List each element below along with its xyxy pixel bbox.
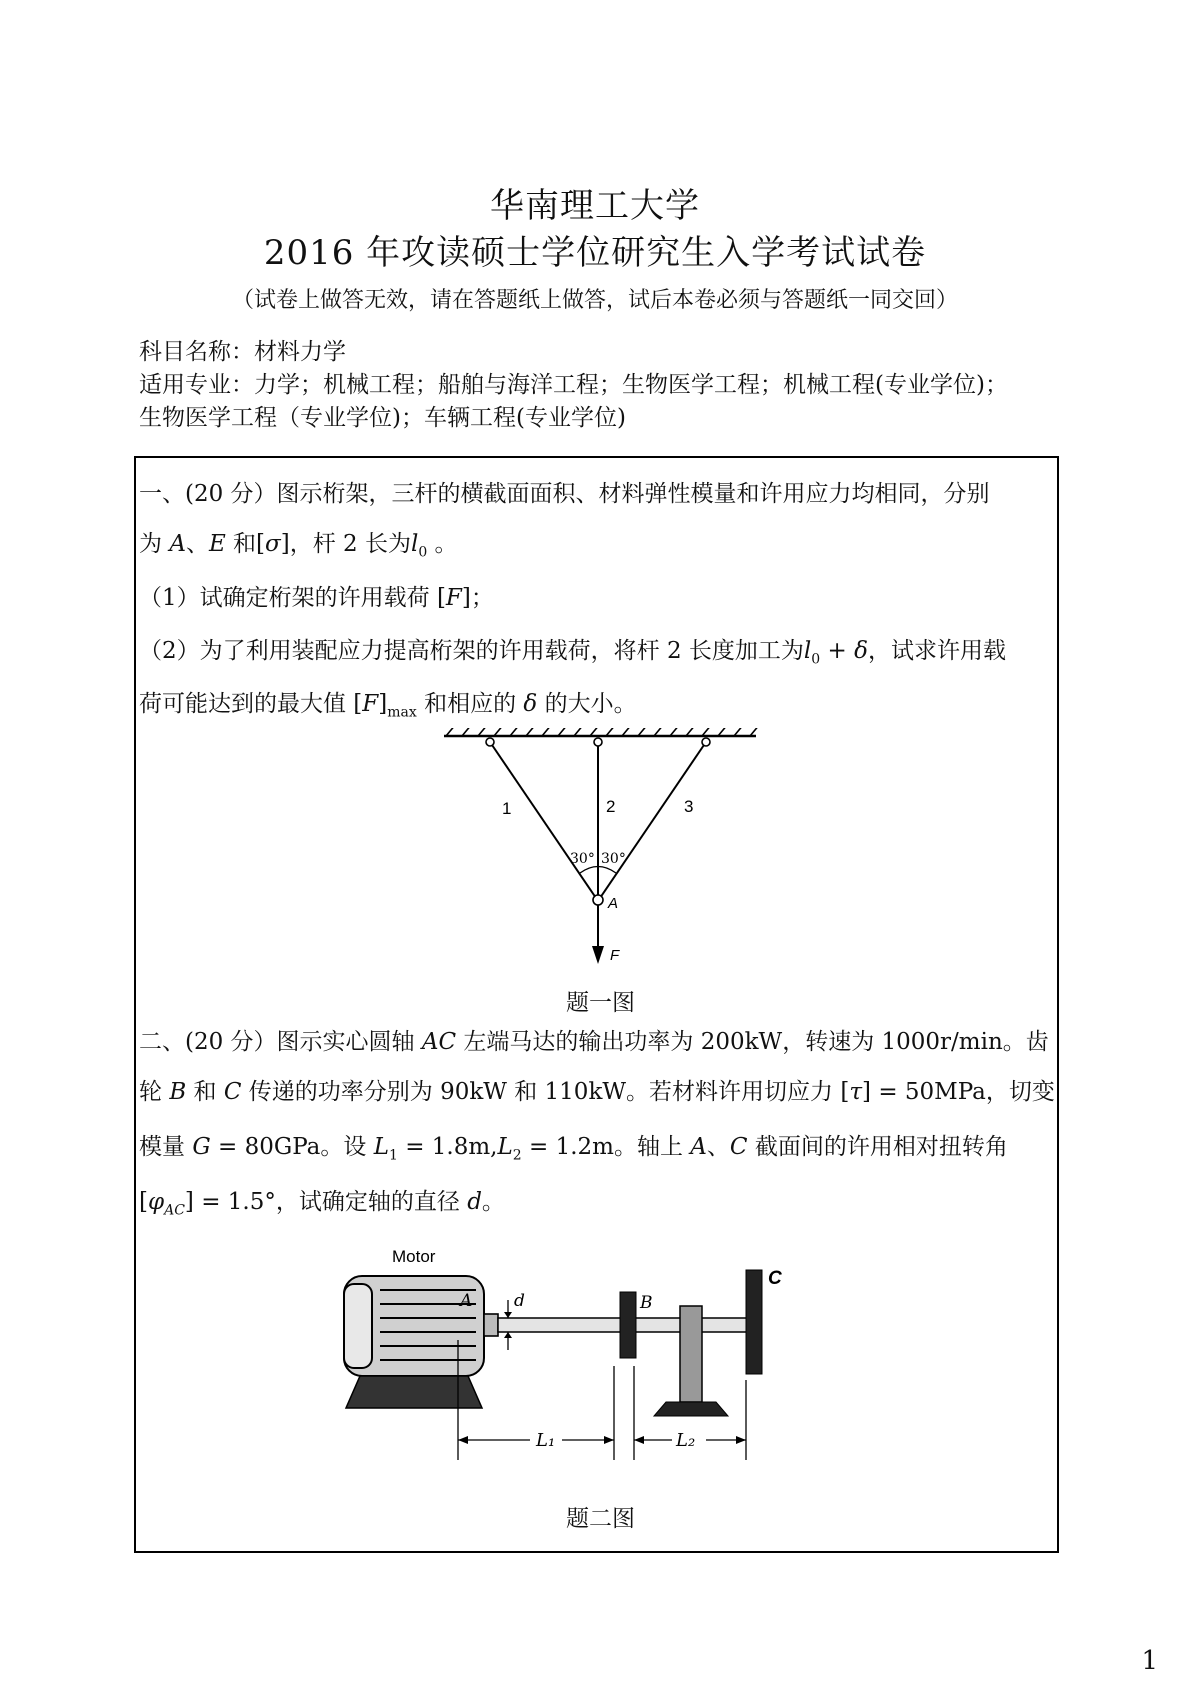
gear-C xyxy=(746,1270,762,1374)
bearing-base xyxy=(654,1402,728,1416)
joint-label: A xyxy=(608,895,619,912)
label-B: B xyxy=(640,1293,653,1313)
angle-left-label: 30° xyxy=(570,851,595,867)
q2-line-1: 二、(20 分）图示实心圆轴 AC 左端马达的输出功率为 200kW，转速为 1000r/min。齿 xyxy=(139,1029,1049,1055)
q1-part-1: （1）试确定桁架的许用载荷 [F]； xyxy=(139,585,494,611)
subject-line: 科目名称：材料力学 xyxy=(139,339,346,365)
joint-A xyxy=(593,895,603,905)
bar-2-label: 2 xyxy=(606,797,616,816)
exam-note: （试卷上做答无效，请在答题纸上做答，试后本卷必须与答题纸一同交回） xyxy=(231,288,958,313)
truss-figure xyxy=(430,728,770,968)
bar-1-label: 1 xyxy=(502,799,512,818)
pin-left xyxy=(486,738,494,746)
q1-line-1: 一、(20 分）图示桁架，三杆的横截面面积、材料弹性模量和许用应力均相同，分别 xyxy=(139,481,990,507)
q1-part-2: （2）为了利用装配应力提高桁架的许用载荷，将杆 2 长度加工为$l_0 + \delta$，试求许用载 xyxy=(139,638,1006,668)
motor-label: Motor xyxy=(392,1247,436,1266)
pin-middle xyxy=(594,738,602,746)
majors-line-1: 适用专业：力学；机械工程；船舶与海洋工程；生物医学工程；机械工程(专业学位)； xyxy=(139,372,1008,398)
q1-part-3: 荷可能达到的最大值 $[F]_{max}$ 和相应的 δ 的大小。 xyxy=(139,691,637,721)
q2-line-3: 模量 G = 80GPa。设 $L_1 = 1.8m,L_2 = 1.2m$。轴上 A、C 截面间的许用相对扭转角 xyxy=(139,1134,1008,1164)
figure-2-caption: 题二图 xyxy=(566,1506,635,1532)
motor-shaft-collar xyxy=(484,1314,498,1336)
majors-line-2: 生物医学工程（专业学位)；车辆工程(专业学位) xyxy=(139,405,626,431)
bearing-post xyxy=(680,1306,702,1402)
bar-3-label: 3 xyxy=(684,797,694,816)
q2-line-2: 轮 B 和 C 传递的功率分别为 90kW 和 110kW。若材料许用切应力 [τ] = 50MPa，切变 xyxy=(139,1079,1055,1105)
bar-3 xyxy=(600,742,706,898)
label-C: C xyxy=(768,1268,782,1289)
figure-1-caption: 题一图 xyxy=(566,990,635,1016)
page-number: 1 xyxy=(1141,1646,1158,1676)
q2-line-4: $[\varphi_{AC}] = 1.5^\circ$，试确定轴的直径 d。 xyxy=(139,1189,505,1219)
load-arrow-head xyxy=(592,946,604,964)
label-d: d xyxy=(514,1291,525,1311)
label-L1: L₁ xyxy=(536,1430,556,1451)
exam-title: 2016 年攻读硕士学位研究生入学考试试卷 xyxy=(263,233,927,273)
motor-base xyxy=(346,1376,482,1408)
angle-right-label: 30° xyxy=(601,851,626,867)
motor-end-cap xyxy=(344,1284,372,1368)
q1-line-2: 为 A、E 和[σ]，杆 2 长为$l_0$ 。 xyxy=(139,531,458,561)
gear-B xyxy=(620,1292,636,1358)
shaft-figure xyxy=(330,1240,860,1470)
label-A: A xyxy=(460,1291,473,1311)
dimension-lines xyxy=(458,1340,746,1460)
load-label: F xyxy=(610,947,620,964)
bar-1 xyxy=(490,742,596,898)
pin-right xyxy=(702,738,710,746)
university-name: 华南理工大学 xyxy=(490,186,700,226)
label-L2: L₂ xyxy=(676,1430,696,1451)
